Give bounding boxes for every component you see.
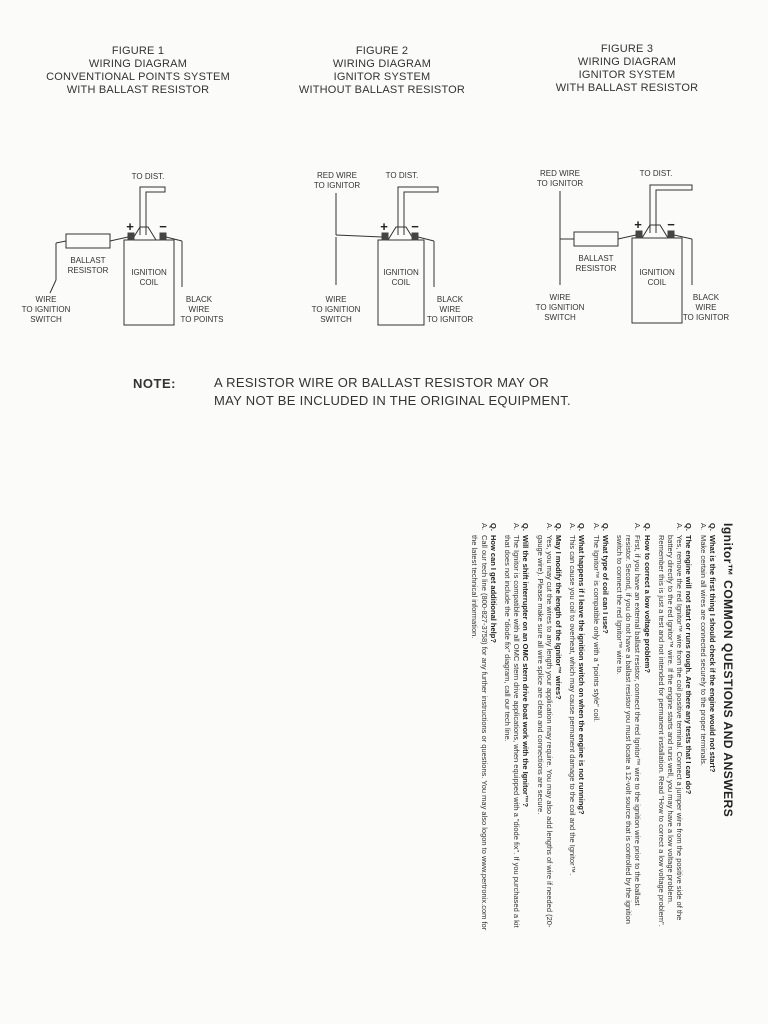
question-tag: Q.	[488, 523, 498, 531]
answer-text: Make certain all wires are connected securely to the proper terminals.	[698, 535, 708, 766]
question-tag: Q.	[707, 523, 717, 531]
wire-label: SWITCH	[30, 315, 62, 324]
answer	[591, 523, 600, 933]
red-wire-label: TO IGNITOR	[536, 179, 584, 188]
answer-tag: A.	[512, 523, 522, 531]
figure-3-title	[517, 43, 737, 95]
qa-item	[698, 523, 716, 933]
coil-terminal-negative	[412, 233, 418, 240]
answer-text: Call our tech line (800-827-3758) for any further instructions or questions. You may also logon to www.pertronix.com for the latest technical information.	[470, 535, 489, 931]
question-tag: Q.	[553, 523, 563, 531]
figure-3-title-line: WITH BALLAST RESISTOR	[555, 82, 699, 94]
black-wire-label: BLACK	[692, 293, 720, 302]
wire-label: WIRE	[549, 293, 571, 302]
answer-tag: A.	[568, 523, 578, 531]
figure-2-title	[272, 45, 492, 97]
question	[521, 523, 530, 933]
red-wire	[336, 235, 382, 237]
coil-top	[132, 227, 156, 240]
answer-text: This can cause you coil to overheat, which may cause permanent damage to the coil and the Ignitor™.	[568, 535, 578, 876]
question	[601, 523, 610, 933]
ballast-label: RESISTOR	[575, 264, 617, 273]
coil-label: IGNITION	[131, 268, 167, 277]
qa-item	[591, 523, 609, 933]
note-line: MAY NOT BE INCLUDED IN THE ORIGINAL EQUIPMENT.	[214, 393, 571, 408]
figure-1-title-line: FIGURE 1	[111, 45, 165, 57]
answer	[568, 523, 577, 933]
figure-2-title-line: WITHOUT BALLAST RESISTOR	[298, 84, 466, 96]
minus-symbol: −	[411, 219, 419, 234]
plus-symbol: +	[634, 217, 642, 232]
qa-item	[503, 523, 531, 933]
answer-tag: A.	[633, 523, 643, 531]
question-tag: Q.	[521, 523, 531, 531]
figure-1-title-line: CONVENTIONAL POINTS SYSTEM	[46, 71, 230, 83]
question-text: How to correct a low voltage problem?	[642, 535, 652, 673]
answer	[657, 523, 685, 933]
figure-3-title-line: WIRING DIAGRAM	[577, 56, 677, 68]
qa-item	[615, 523, 652, 933]
to-dist-label: TO DIST.	[639, 169, 673, 178]
red-wire-label: RED WIRE	[317, 171, 357, 180]
black-wire-label: BLACK	[436, 295, 464, 304]
coil-top	[642, 225, 668, 238]
coil-terminal-positive	[382, 233, 388, 240]
qa-item	[568, 523, 586, 933]
question-text: How can I get additional help?	[488, 535, 498, 643]
figure-2-title-line: IGNITOR SYSTEM	[333, 71, 431, 83]
minus-symbol: −	[159, 219, 167, 234]
answer	[535, 523, 553, 933]
qa-heading: Ignitor™ COMMON QUESTIONS AND ANSWERS	[721, 523, 735, 818]
switch-wire	[50, 280, 56, 293]
question-text: What type of coil can I use?	[600, 535, 610, 634]
ballast-resistor	[574, 232, 618, 246]
qa-list	[470, 523, 717, 933]
qa-rotated-content	[262, 523, 735, 933]
question-text: What happens if I leave the ignition switch on when the engine is not running?	[577, 535, 587, 815]
question-text: May I modify the length of the Ignitor™ wires?	[553, 535, 563, 700]
wire-label: WIRE	[35, 295, 57, 304]
to-dist-label: TO DIST.	[131, 172, 165, 181]
question-tag: Q.	[600, 523, 610, 531]
answer-text: First, if you have an external ballast resistor, connect the red Ignitor™ wire to the ignition wire prior to the ballast resistor. Second, if you do not have a ballast resistor you must locate a 12-volt source that is controlled by the ignition switch to connect the red Ignitor™ wire to.	[614, 535, 643, 924]
question	[684, 523, 693, 933]
answer	[698, 523, 707, 933]
ballast-label: BALLAST	[70, 256, 106, 265]
answer-text: Yes, you may cut the wires to any length your application may require. You may also add lengths of wire if needed (20-gauge wire). Please make sure all wire splice are clean and connections are secure.	[535, 535, 554, 928]
figure-1-title-line: WIRING DIAGRAM	[88, 58, 188, 70]
figure-3-title-line: FIGURE 3	[600, 43, 654, 55]
qa-item	[535, 523, 563, 933]
plus-symbol: +	[126, 219, 134, 234]
question-text: Will the shift interrupter on an OMC stern drive boat work with the Ignitor™?	[521, 535, 531, 808]
coil-label: COIL	[139, 278, 159, 287]
question	[489, 523, 498, 933]
black-wire-label: TO IGNITOR	[682, 313, 730, 322]
qa-item	[657, 523, 694, 933]
figure-3-title-line: IGNITOR SYSTEM	[578, 69, 676, 81]
question	[642, 523, 651, 933]
black-wire-label: TO POINTS	[180, 315, 224, 324]
answer	[503, 523, 521, 933]
ballast-resistor	[66, 234, 110, 248]
figure-2-title-line: WIRING DIAGRAM	[332, 58, 432, 70]
figure-1-title-line: WITH BALLAST RESISTOR	[66, 84, 210, 96]
coil-terminal-positive	[636, 231, 642, 238]
question	[708, 523, 717, 933]
coil-label: COIL	[391, 278, 411, 287]
ballast-label: BALLAST	[578, 254, 614, 263]
switch-wire	[56, 241, 66, 243]
answer-text: The Ignitor is compatible with all OMC stern drive applications, when equipped with a "diode fix". If you purchased a kit that does not include the "diode fix" diagram, call our tech line.	[502, 535, 522, 928]
red-wire-label: TO IGNITOR	[313, 181, 361, 190]
answer-tag: A.	[544, 523, 554, 531]
note-text	[214, 374, 644, 410]
question	[554, 523, 563, 933]
coil-terminal-positive	[128, 233, 134, 240]
minus-symbol: −	[667, 217, 675, 232]
coil-terminal-negative	[160, 233, 166, 240]
coil-terminal-negative	[668, 231, 674, 238]
question	[577, 523, 586, 933]
answer-tag: A.	[698, 523, 708, 531]
black-wire-label: TO IGNITOR	[426, 315, 474, 324]
question-tag: Q.	[642, 523, 652, 531]
answer-tag: A.	[591, 523, 601, 531]
question-text: The engine will not start or runs rough. Are there any tests that I can do?	[684, 535, 694, 795]
qa-item	[470, 523, 498, 933]
wire-label: TO IGNITION	[21, 305, 71, 314]
answer	[615, 523, 643, 933]
black-wire-label: WIRE	[439, 305, 461, 314]
ballast-label: RESISTOR	[67, 266, 109, 275]
question-text: What is the first thing I should check if the engine would not start?	[707, 535, 717, 773]
coil-label: IGNITION	[639, 268, 675, 277]
figure-1-title	[28, 45, 248, 97]
coil-label: IGNITION	[383, 268, 419, 277]
answer-text: The Ignitor™ is compatible only with a "points style" coil.	[591, 535, 601, 723]
answer-tag: A.	[479, 523, 489, 531]
plus-symbol: +	[380, 219, 388, 234]
qa-section	[262, 523, 735, 933]
coil-label: COIL	[647, 278, 667, 287]
wire-label: SWITCH	[544, 313, 576, 322]
answer	[470, 523, 488, 933]
figure-2-diagram	[290, 165, 490, 335]
note-line: A RESISTOR WIRE OR BALLAST RESISTOR MAY OR	[214, 375, 550, 390]
question-tag: Q.	[684, 523, 694, 531]
answer-text: Yes, remove the red Ignitor™ wire from the coil positive terminal. Connect a jumper wire from the positive side of the battery directly to the red Ignitor™ wire. If the engine starts and runs well, you may have a low voltage problem. Remember this is just a test and not intended for permanent installation. Read "How to correct a low voltage problem".	[656, 535, 685, 927]
figure-3-diagram	[520, 165, 740, 335]
black-wire-label: WIRE	[695, 303, 717, 312]
wire-label: TO IGNITION	[311, 305, 361, 314]
black-wire-label: WIRE	[188, 305, 210, 314]
figure-2-title-line: FIGURE 2	[355, 45, 409, 57]
coil-top	[388, 227, 414, 240]
wire-label: WIRE	[325, 295, 347, 304]
figure-1-diagram	[20, 165, 240, 335]
question-tag: Q.	[577, 523, 587, 531]
to-dist-label: TO DIST.	[385, 171, 419, 180]
note-label: NOTE:	[133, 376, 176, 391]
wire-label: TO IGNITION	[535, 303, 585, 312]
black-wire-label: BLACK	[185, 295, 213, 304]
red-wire-label: RED WIRE	[540, 169, 580, 178]
answer-tag: A.	[675, 523, 685, 531]
wire-label: SWITCH	[320, 315, 352, 324]
